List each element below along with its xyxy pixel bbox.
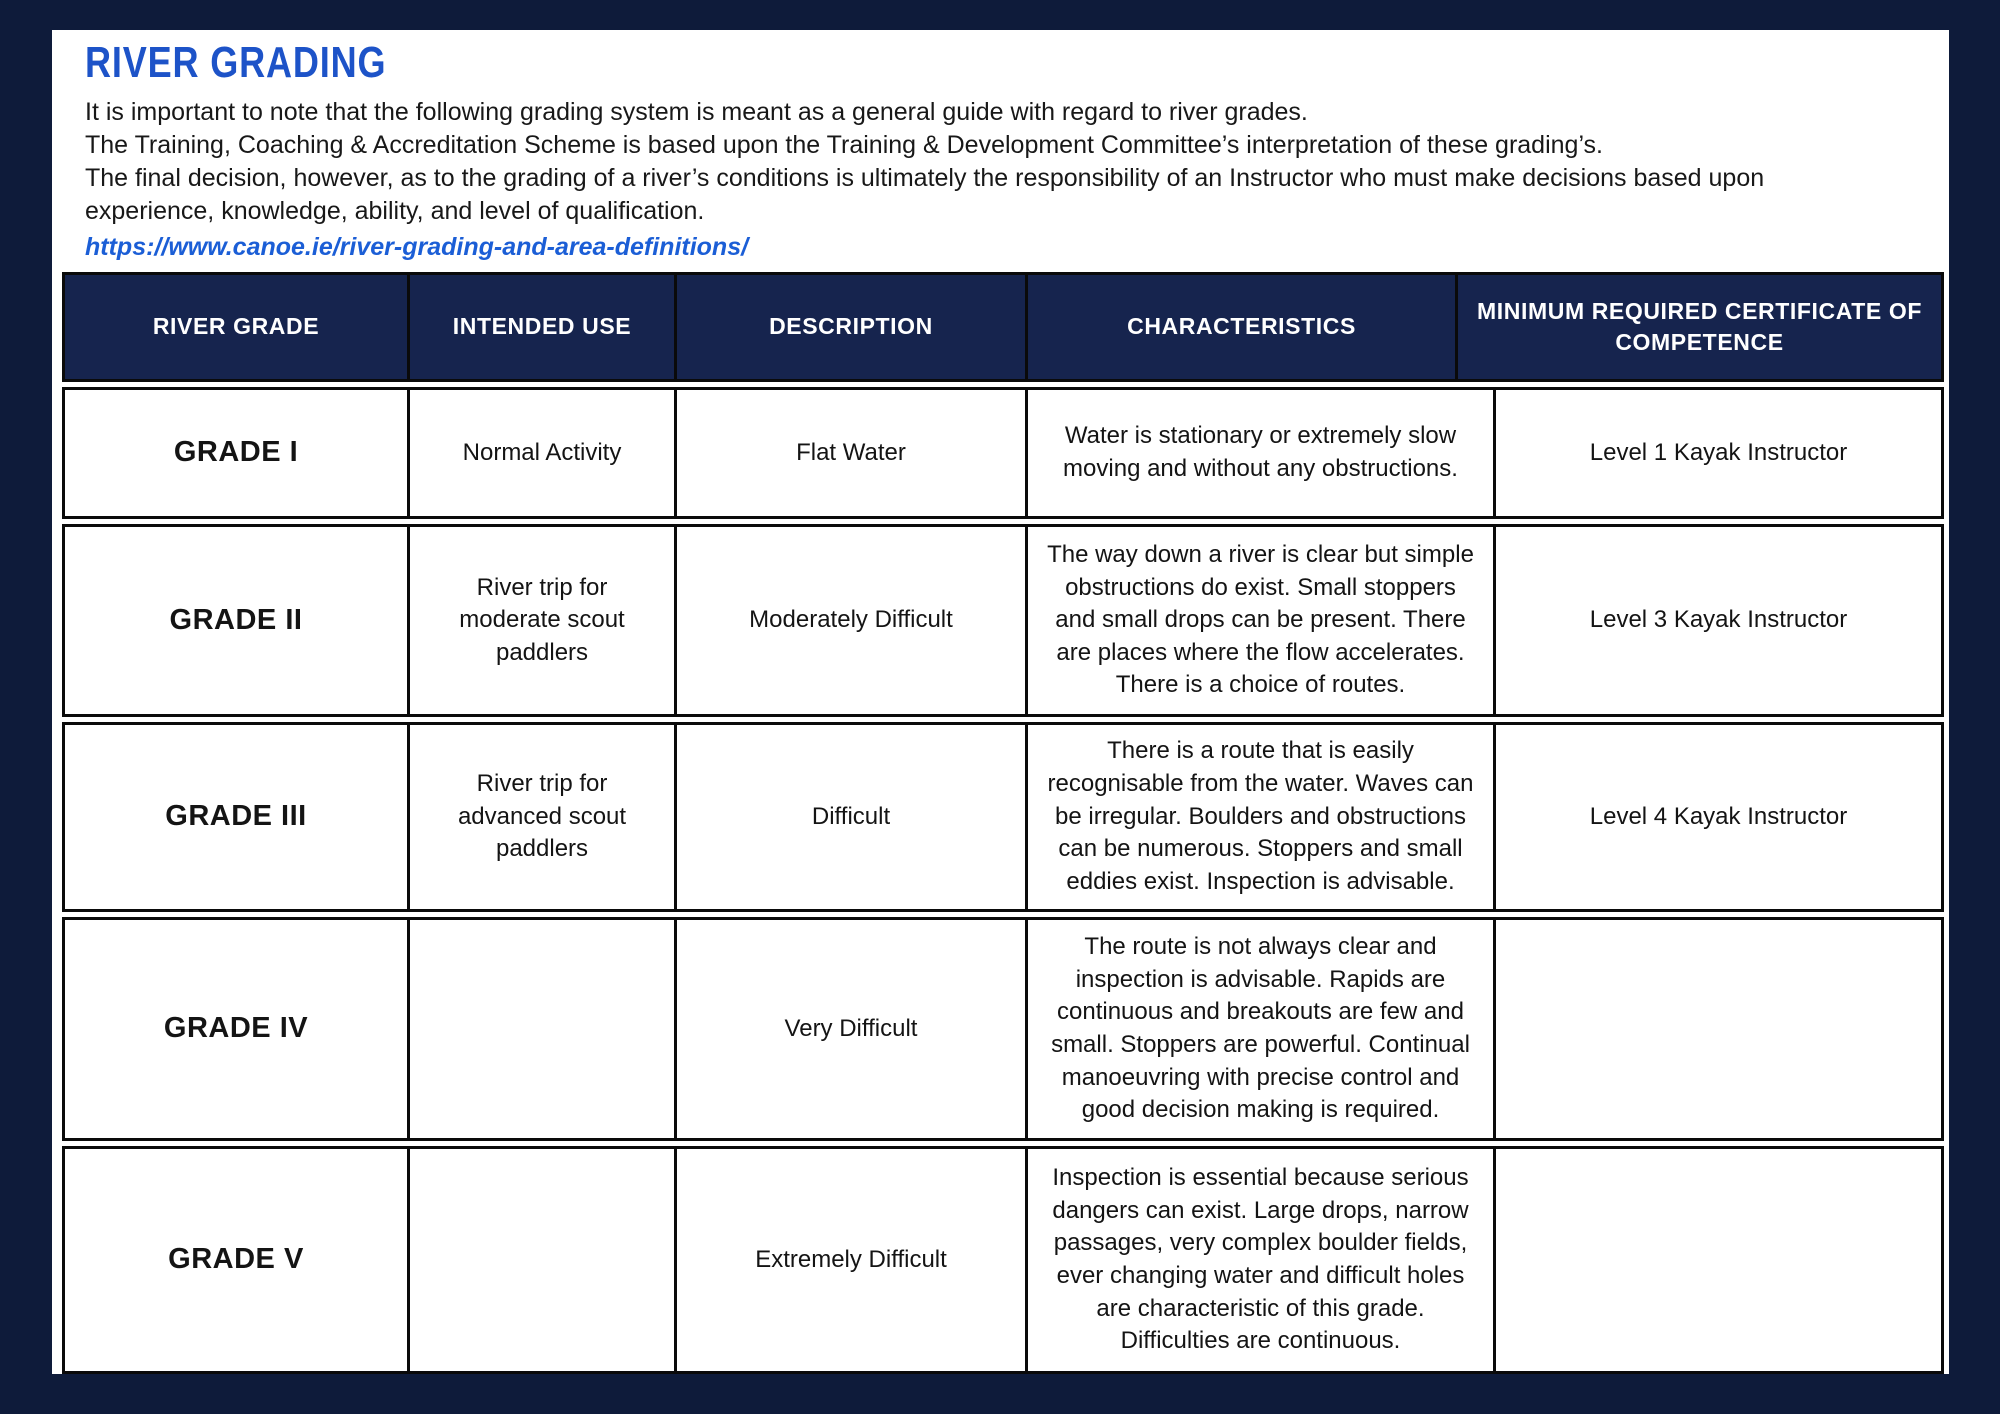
cell-characteristics: The route is not always clear and inspection is advisable. Rapids are continuous and breakouts are few and small. Stoppers are powerful. Continual manoeuvring with precise control and good decision making is required. [1025,920,1493,1138]
cell-description: Moderately Difficult [674,527,1025,714]
river-grading-table [62,272,1944,1374]
cell-grade: GRADE IV [163,1012,309,1045]
table-row-grade-ii [62,524,1944,717]
table-row-grade-i [62,387,1944,519]
cell-certificate: Level 3 Kayak Instructor [1493,527,1941,714]
cell-certificate: Level 4 Kayak Instructor [1493,725,1941,909]
cell-description: Difficult [674,725,1025,909]
intro-text [85,96,1900,228]
cell-description: Extremely Difficult [674,1149,1025,1371]
header-cell-intended-use: INTENDED USE [407,275,674,379]
cell-characteristics: Inspection is essential because serious dangers can exist. Large drops, narrow passages, very complex boulder fields, ever changing water and difficult holes are characteristic of this grade. Difficulties are continuous. [1025,1149,1493,1371]
intro-line-3: The final decision, however, as to the grading of a river’s conditions is ultimately the responsibility of an Instructor who must make decisions based upon experience, knowledge, ability, and level of qualification. [85,164,1765,225]
header-cell-certificate: MINIMUM REQUIRED CERTIFICATE OF COMPETENCE [1455,275,1941,379]
table-row-grade-v [62,1146,1944,1374]
intro-line-2: The Training, Coaching & Accreditation Scheme is based upon the Training & Development Committee’s interpretation of these grading’s. [85,131,1603,159]
cell-description: Flat Water [674,390,1025,516]
document-page [52,30,1949,1374]
cell-grade: GRADE III [165,800,307,833]
header-cell-description: DESCRIPTION [674,275,1025,379]
cell-certificate [1493,1149,1941,1371]
cell-characteristics: There is a route that is easily recognisable from the water. Waves can be irregular. Boulders and obstructions can be numerous. Stoppers and small eddies exist. Inspection is advisable. [1025,725,1493,909]
cell-certificate: Level 1 Kayak Instructor [1493,390,1941,516]
cell-grade: GRADE I [173,436,299,469]
cell-certificate [1493,920,1941,1138]
cell-grade: GRADE V [168,1243,304,1276]
table-row-grade-iii [62,722,1944,912]
cell-intended-use: River trip for moderate scout paddlers [407,527,674,714]
cell-description: Very Difficult [674,920,1025,1138]
cell-intended-use [407,920,674,1138]
header-cell-river-grade: RIVER GRADE [65,275,407,379]
source-link[interactable]: https://www.canoe.ie/river-grading-and-area-definitions/ [85,233,749,261]
cell-intended-use: River trip for advanced scout paddlers [407,725,674,909]
cell-intended-use: Normal Activity [407,390,674,516]
table-header-row [62,272,1944,382]
cell-grade: GRADE II [169,603,303,636]
cell-intended-use [407,1149,674,1371]
intro-line-1: It is important to note that the following grading system is meant as a general guide with regard to river grades. [85,98,1308,126]
table-row-grade-iv [62,917,1944,1141]
header-cell-characteristics: CHARACTERISTICS [1025,275,1455,379]
cell-characteristics: The way down a river is clear but simple obstructions do exist. Small stoppers and small drops can be present. There are places where the flow accelerates. There is a choice of routes. [1025,527,1493,714]
page-title: RIVER GRADING [85,38,387,87]
cell-characteristics: Water is stationary or extremely slow moving and without any obstructions. [1025,390,1493,516]
